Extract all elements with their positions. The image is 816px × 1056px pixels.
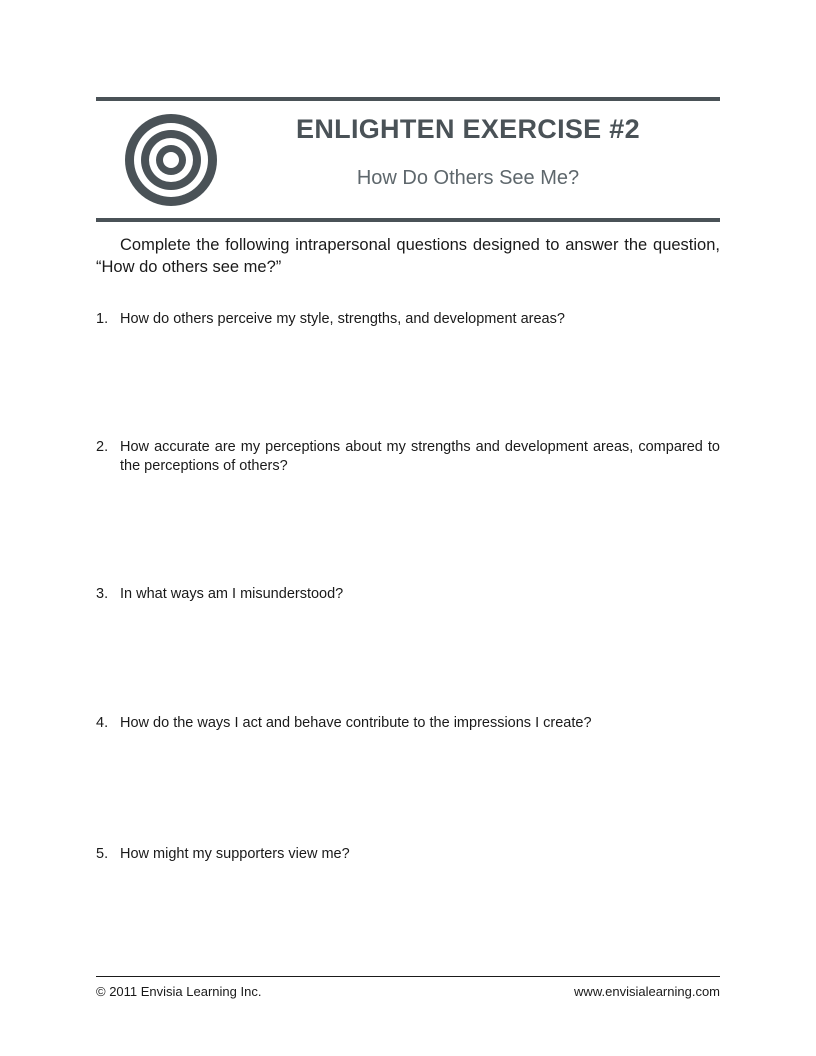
question-text: In what ways am I misunderstood? [120,586,344,602]
question-number: 3. [96,586,109,602]
header-bottom-rule [96,218,720,222]
question-text: How accurate are my perceptions about my strengths and development areas, compared to the perceptions of others? [120,439,720,474]
page-title: ENLIGHTEN EXERCISE #2 [296,114,640,144]
question-item [96,845,720,864]
question-number: 1. [96,311,109,327]
footer-copyright: © 2011 Envisia Learning Inc. [96,984,262,999]
question-text: How do others perceive my style, strengths, and development areas? [120,311,565,327]
question-number: 5. [96,846,109,862]
header-top-rule [96,97,720,101]
footer-rule [96,976,720,977]
page-subtitle: How Do Others See Me? [356,167,580,189]
question-item [96,438,720,476]
question-number: 4. [96,715,109,731]
question-item [96,310,720,329]
question-item [96,714,720,733]
footer-website-link[interactable]: www.envisialearning.com [574,984,720,999]
target-icon [125,114,217,206]
question-number: 2. [96,439,109,455]
question-text: How do the ways I act and behave contribute to the impressions I create? [120,715,592,731]
question-text: How might my supporters view me? [120,846,350,862]
intro-paragraph: Complete the following intrapersonal questions designed to answer the question, “How do others see me?” [96,236,720,276]
question-item [96,585,720,604]
